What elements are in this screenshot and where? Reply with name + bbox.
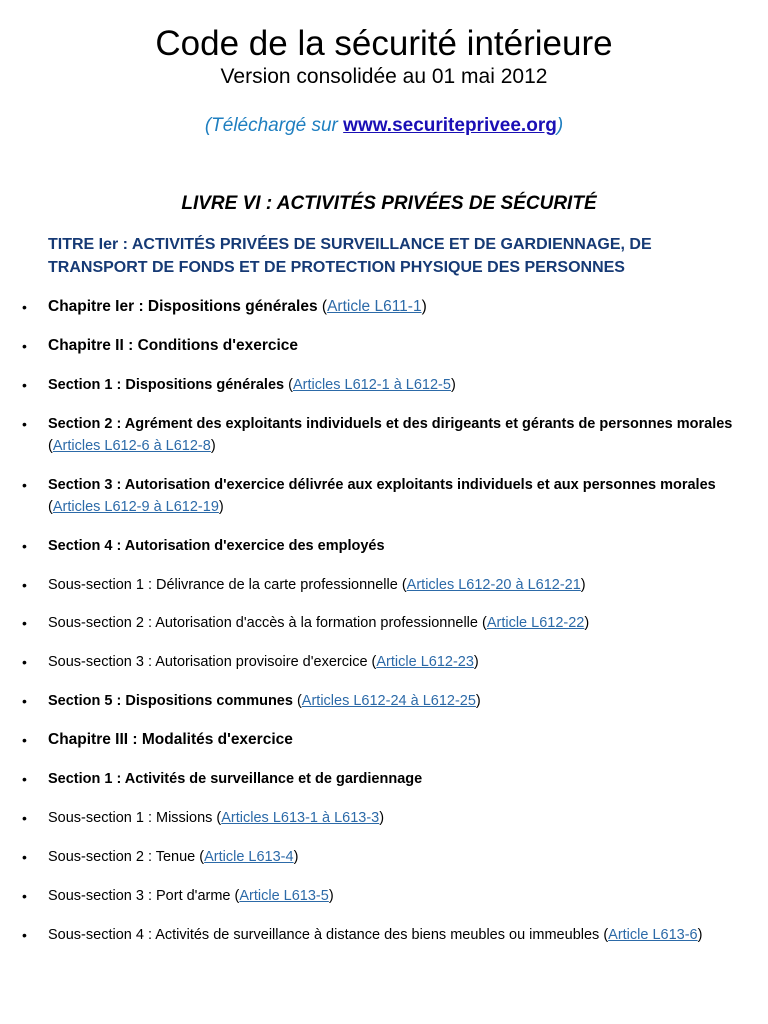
toc-link-open: ( [317, 298, 328, 315]
toc-heading: Sous-section 2 : Autorisation d'accès à la formation professionnelle [48, 615, 478, 631]
toc-heading: Section 1 : Activités de surveillance et de gardiennage [48, 771, 423, 787]
toc-item [22, 535, 738, 557]
toc-link-close: ) [584, 615, 590, 631]
bullet-icon: • [22, 693, 27, 709]
download-link[interactable]: www.securiteprivee.org [343, 115, 557, 136]
toc-heading: Sous-section 3 : Port d'arme [48, 888, 231, 904]
toc-article-link[interactable]: Article L613-6 [608, 927, 698, 943]
toc-heading: Sous-section 4 : Activités de surveillance à distance des biens meubles ou immeubles [48, 927, 600, 943]
toc-heading: Chapitre II : Conditions d'exercice [48, 337, 299, 354]
toc-article-link[interactable]: Articles L613-1 à L613-3 [221, 810, 380, 826]
toc-heading: Sous-section 1 : Délivrance de la carte professionnelle [48, 577, 398, 593]
bullet-icon: • [22, 577, 27, 593]
toc-item [22, 651, 738, 673]
toc-heading: Sous-section 3 : Autorisation provisoire d'exercice [48, 654, 368, 670]
toc-item [22, 413, 738, 457]
toc-item [22, 768, 738, 790]
bullet-icon: • [22, 338, 27, 354]
toc-heading: Section 2 : Agrément des exploitants individuels et des dirigeants et gérants de personnes morales [48, 416, 733, 432]
toc-item [22, 474, 738, 518]
toc-link-open: ( [599, 927, 609, 943]
toc-heading: Sous-section 2 : Tenue [48, 849, 196, 865]
toc-link-open: ( [212, 810, 222, 826]
toc-item [22, 924, 738, 946]
toc-item [22, 374, 738, 396]
bullet-icon: • [22, 654, 27, 670]
toc-article-link[interactable]: Article L612-22 [486, 615, 585, 631]
bullet-icon: • [22, 888, 27, 904]
toc-article-link[interactable]: Articles L612-24 à L612-25 [301, 693, 476, 709]
bullet-icon: • [22, 377, 27, 393]
toc-article-link[interactable]: Article L613-5 [239, 888, 329, 904]
toc-link-open: ( [230, 888, 240, 904]
toc-link-open: ( [292, 693, 302, 709]
toc-link-open: ( [477, 615, 487, 631]
toc-link-close: ) [379, 810, 385, 826]
download-suffix: ) [556, 115, 564, 136]
toc-article-link[interactable]: Articles L612-1 à L612-5 [292, 377, 451, 393]
titre-heading: TITRE Ier : ACTIVITÉS PRIVÉES DE SURVEILLANCE ET DE GARDIENNAGE, DE TRANSPORT DE FONDS ET DE PROTECTION PHYSIQUE DES PERSONNES [48, 236, 652, 276]
toc-link-open: ( [48, 499, 53, 515]
toc-heading: Section 3 : Autorisation d'exercice délivrée aux exploitants individuels et aux personnes morales [48, 477, 716, 493]
toc-link-close: ) [421, 298, 427, 315]
bullet-icon: • [22, 299, 27, 315]
toc-link-close: ) [328, 888, 334, 904]
toc-link-open: ( [367, 654, 377, 670]
toc-item [22, 574, 738, 596]
toc-heading: Section 5 : Dispositions communes [48, 693, 293, 709]
bullet-icon: • [22, 810, 27, 826]
document-title: Code de la sécurité intérieure [155, 24, 613, 63]
toc-heading: Section 4 : Autorisation d'exercice des employés [48, 538, 385, 554]
toc-link-close: ) [210, 438, 216, 454]
toc-link-close: ) [450, 377, 456, 393]
bullet-icon: • [22, 771, 27, 787]
toc-item [22, 729, 738, 751]
bullet-icon: • [22, 615, 27, 631]
bullet-icon: • [22, 732, 27, 748]
toc-article-link[interactable]: Articles L612-9 à L612-19 [52, 499, 219, 515]
toc-link-close: ) [580, 577, 586, 593]
toc-heading: Chapitre Ier : Dispositions générales [48, 298, 318, 315]
toc-item [22, 612, 738, 634]
toc-link-close: ) [475, 693, 481, 709]
toc-link-close: ) [697, 927, 703, 943]
toc-item [22, 335, 738, 357]
toc-link-close: ) [473, 654, 479, 670]
toc-heading: Chapitre III : Modalités d'exercice [48, 731, 293, 748]
toc-article-link[interactable]: Article L613-4 [204, 849, 294, 865]
bullet-icon: • [22, 416, 27, 432]
download-note [0, 113, 768, 139]
toc-item [22, 296, 738, 318]
bullet-icon: • [22, 538, 27, 554]
toc-article-link[interactable]: Article L612-23 [376, 654, 474, 670]
toc-link-open: ( [284, 377, 293, 393]
bullet-icon: • [22, 477, 27, 493]
toc-link-open: ( [195, 849, 205, 865]
toc-item [22, 885, 738, 907]
toc-link-open: ( [397, 577, 407, 593]
toc-item [22, 846, 738, 868]
toc-article-link[interactable]: Articles L612-6 à L612-8 [52, 438, 211, 454]
toc-link-close: ) [293, 849, 299, 865]
version-subtitle: Version consolidée au 01 mai 2012 [220, 65, 548, 88]
toc-heading: Section 1 : Dispositions générales [48, 377, 285, 393]
bullet-icon: • [22, 927, 27, 943]
toc-heading: Sous-section 1 : Missions [48, 810, 213, 826]
toc-link-close: ) [218, 499, 224, 515]
toc-item [22, 690, 738, 712]
toc-article-link[interactable]: Articles L612-20 à L612-21 [406, 577, 581, 593]
toc-article-link[interactable]: Article L611-1 [327, 298, 422, 315]
bullet-icon: • [22, 849, 27, 865]
livre-heading: LIVRE VI : ACTIVITÉS PRIVÉES DE SÉCURITÉ [181, 193, 597, 214]
download-prefix: (Téléchargé sur [204, 115, 344, 136]
toc-item [22, 807, 738, 829]
toc-link-open: ( [48, 438, 53, 454]
